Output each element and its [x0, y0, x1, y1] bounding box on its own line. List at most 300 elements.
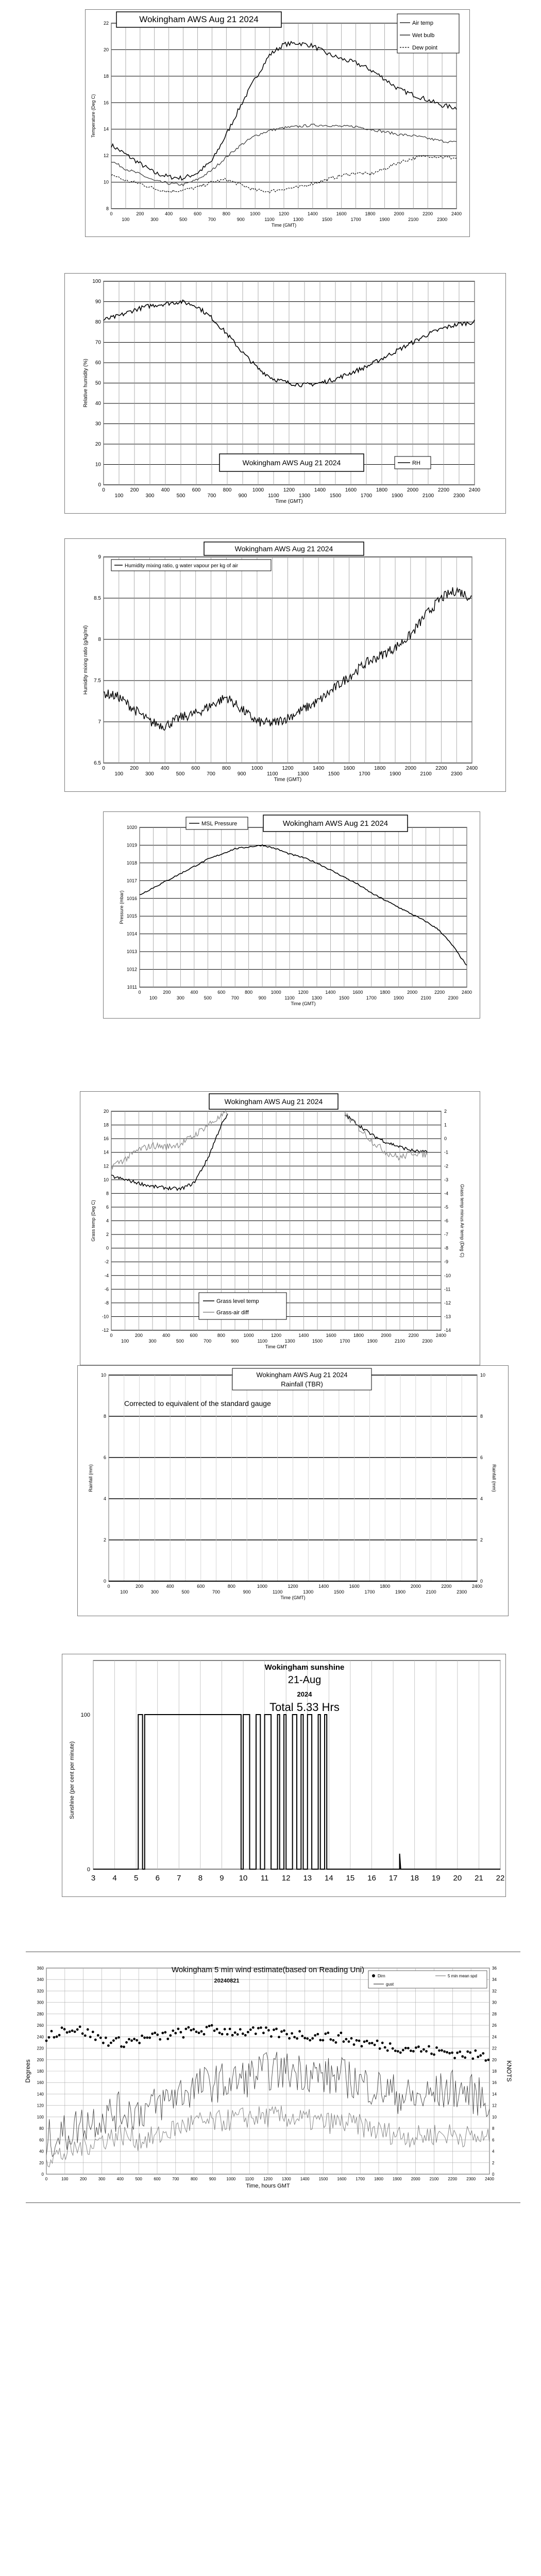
x-tick-label: 1900	[367, 1338, 378, 1344]
dirn-point	[376, 2040, 379, 2042]
y-tick-label: -2	[104, 1259, 109, 1265]
chart-title: Wokingham AWS Aug 21 2024	[234, 545, 333, 553]
x-tick-label: 12	[281, 1874, 291, 1883]
x-tick-label: 600	[190, 1333, 198, 1338]
dirn-point	[435, 2046, 438, 2049]
y-tick-label: 20	[95, 442, 101, 447]
dirn-point	[361, 2045, 363, 2047]
dirn-point	[477, 2056, 479, 2058]
x-tick-label: 5	[133, 1874, 139, 1883]
y-tick-label: 1012	[126, 967, 137, 972]
dirn-point	[484, 2059, 487, 2062]
x-tick-label: 1200	[298, 990, 309, 995]
dirn-point	[89, 2036, 92, 2038]
dirn-point	[296, 2037, 298, 2040]
dirn-point	[136, 2039, 138, 2042]
x-tick-label: 2100	[429, 2177, 439, 2181]
dirn-point	[417, 2045, 420, 2048]
y2-tick-label: 28	[492, 2011, 497, 2016]
dirn-point	[314, 2034, 316, 2037]
x-tick-label: 1100	[245, 2177, 254, 2181]
x-tick-label: 1700	[366, 995, 377, 1001]
x-tick-label: 1900	[389, 771, 401, 777]
dirn-point	[203, 2033, 206, 2036]
dirn-point	[348, 2040, 350, 2043]
chart-panel-mixing-ratio	[64, 538, 506, 792]
x-tick-label: 1900	[395, 1589, 406, 1595]
x-tick-label: 1700	[340, 1338, 350, 1344]
y-axis-label: Temperature (Deg C)	[91, 94, 96, 138]
x-tick-label: 21	[475, 1874, 483, 1883]
y-tick-label: 1013	[126, 949, 137, 955]
x-tick-label: 500	[135, 2177, 142, 2181]
dirn-point	[125, 2041, 128, 2044]
y-tick-label: 240	[37, 2035, 44, 2040]
y-tick-label: 160	[37, 2080, 44, 2086]
dirn-point	[123, 2046, 125, 2048]
x-tick-label: 2400	[461, 990, 472, 995]
dirn-point	[356, 2039, 358, 2042]
y-tick-label: 60	[39, 2138, 44, 2143]
x-tick-label: 1700	[364, 1589, 375, 1595]
x-tick-label: 0	[45, 2177, 48, 2181]
y2-tick-label: 6	[480, 1455, 483, 1460]
dirn-point	[115, 2037, 117, 2040]
y-tick-label: 220	[37, 2046, 44, 2051]
x-tick-label: 1400	[325, 990, 336, 995]
y-tick-label: 7.5	[94, 678, 101, 684]
y2-tick-label: 0	[480, 1579, 483, 1584]
y2-axis-label: KNOTS	[505, 2060, 513, 2082]
x-tick-label: 2400	[466, 766, 478, 771]
y-axis-label: Relative humidity (%)	[83, 359, 89, 408]
dirn-point	[188, 2026, 190, 2029]
y-tick-label: -12	[102, 1328, 109, 1333]
legend-label: Grass level temp	[216, 1298, 259, 1304]
dirn-point	[61, 2026, 63, 2029]
dirn-point	[471, 2057, 474, 2060]
x-tick-label: 4	[112, 1874, 117, 1883]
dirn-point	[285, 2033, 288, 2036]
y-tick-label: 12	[103, 153, 109, 159]
x-tick-label: 2000	[381, 1333, 392, 1338]
dirn-point	[366, 2040, 368, 2042]
dirn-point	[107, 2044, 110, 2047]
y-tick-label: 9	[98, 554, 101, 560]
dirn-point	[324, 2032, 327, 2035]
x-tick-label: 1400	[318, 1584, 329, 1589]
y2-axis-label: Rainfall (mm)	[492, 1464, 497, 1492]
y-tick-label: 12	[103, 1163, 109, 1169]
dirn-point	[120, 2045, 123, 2048]
x-tick-label: 1900	[391, 493, 403, 499]
x-tick-label: 700	[231, 995, 239, 1001]
chart-total: Total 5.33 Hrs	[269, 1701, 340, 1714]
x-tick-label: 1100	[284, 995, 295, 1001]
x-tick-label: 900	[243, 1589, 251, 1595]
dirn-point	[130, 2039, 133, 2042]
y2-tick-label: -5	[444, 1204, 449, 1210]
x-tick-label: 1500	[322, 217, 332, 222]
dirn-point	[374, 2044, 376, 2046]
x-tick-label: 1400	[307, 211, 318, 216]
dirn-point	[306, 2037, 309, 2040]
x-tick-label: 1500	[328, 771, 340, 777]
y-tick-label: 1019	[126, 842, 137, 848]
dirn-point	[216, 2028, 218, 2030]
x-tick-label: 1200	[263, 2177, 273, 2181]
dirn-point	[474, 2049, 477, 2052]
y-tick-label: 180	[37, 2069, 44, 2074]
y-axis-label: Humidity mixing ratio (g/kg/ml)	[83, 625, 89, 695]
y-tick-label: 70	[95, 340, 101, 346]
x-tick-label: 600	[197, 1584, 205, 1589]
y-tick-label: 50	[95, 380, 101, 386]
dirn-point	[226, 2033, 229, 2036]
chart-humidity	[65, 274, 505, 513]
dirn-point	[456, 2052, 459, 2054]
legend-label: MSL Pressure	[201, 821, 238, 827]
x-tick-label: 800	[190, 2177, 198, 2181]
y-tick-label: 1018	[126, 860, 137, 866]
legend-label: Grass-air diff	[216, 1310, 249, 1316]
x-axis-label: Time (GMT)	[275, 499, 303, 504]
y-tick-label: 1017	[126, 878, 137, 884]
x-tick-label: 1500	[339, 995, 349, 1001]
dirn-point	[337, 2034, 340, 2037]
x-tick-label: 2200	[422, 211, 433, 216]
x-tick-label: 900	[231, 1338, 239, 1344]
y-tick-label: 300	[37, 2000, 44, 2005]
x-tick-label: 400	[162, 1333, 171, 1338]
dirn-point	[154, 2031, 156, 2034]
x-tick-label: 1100	[268, 493, 279, 499]
y-tick-label: 18	[103, 73, 109, 79]
x-tick-label: 6	[155, 1874, 160, 1883]
y2-tick-label: 1	[444, 1122, 447, 1128]
x-tick-label: 400	[190, 990, 198, 995]
dirn-point	[141, 2035, 143, 2037]
x-tick-label: 1000	[250, 211, 261, 216]
x-tick-label: 2100	[420, 995, 431, 1001]
dirn-point	[234, 2031, 236, 2034]
x-tick-label: 11	[260, 1874, 269, 1883]
dirn-point	[99, 2037, 102, 2039]
y-tick-label: 140	[37, 2092, 44, 2097]
dirn-point	[94, 2039, 97, 2041]
y2-tick-label: 2	[444, 1109, 447, 1114]
y2-tick-label: 24	[492, 2035, 497, 2040]
dirn-point	[195, 2030, 198, 2033]
x-tick-label: 700	[212, 1589, 221, 1595]
dirn-point	[415, 2046, 417, 2049]
dirn-point	[172, 2029, 174, 2032]
x-tick-label: 1700	[360, 493, 373, 499]
dirn-point	[249, 2028, 252, 2031]
dirn-point	[208, 2025, 211, 2027]
dirn-point	[327, 2031, 329, 2034]
y-tick-label: 8	[106, 206, 109, 211]
y-tick-label: 6.5	[94, 760, 101, 766]
chart-panel-humidity	[64, 273, 506, 514]
y2-tick-label: -14	[444, 1328, 451, 1333]
dirn-point	[303, 2037, 306, 2040]
dirn-point	[112, 2039, 115, 2042]
x-tick-label: 100	[114, 771, 124, 777]
x-tick-label: 900	[238, 493, 247, 499]
x-tick-label: 2300	[422, 1338, 433, 1344]
separator-bottom	[26, 2202, 520, 2203]
dirn-point	[451, 2052, 453, 2054]
chart-title: Wokingham AWS Aug 21 2024	[256, 1371, 348, 1379]
x-tick-label: 2100	[408, 217, 419, 222]
x-tick-label: 1000	[251, 766, 263, 771]
y-tick-label: 8	[103, 1414, 106, 1419]
chart-panel-sunshine	[62, 1654, 506, 1897]
y2-tick-label: 22	[492, 2046, 497, 2051]
x-tick-label: 1600	[326, 1333, 336, 1338]
x-tick-label: 2200	[408, 1333, 419, 1338]
dirn-point	[410, 2049, 412, 2052]
x-tick-label: 800	[217, 1333, 225, 1338]
legend-label: Humidity mixing ratio, g water vapour per kg of air	[125, 563, 239, 569]
x-tick-label: 900	[237, 771, 246, 777]
dirn-point	[206, 2026, 208, 2028]
x-tick-label: 200	[79, 2177, 87, 2181]
y2-tick-label: -1	[444, 1149, 449, 1155]
y-tick-label: 6	[103, 1455, 106, 1460]
x-tick-label: 300	[148, 1338, 157, 1344]
dirn-point	[218, 2031, 221, 2034]
x-tick-label: 1600	[336, 211, 347, 216]
chart-temperature	[86, 10, 469, 236]
dirn-point	[404, 2047, 407, 2049]
dirn-point	[76, 2028, 79, 2031]
x-tick-label: 0	[107, 1584, 110, 1589]
dirn-point	[138, 2042, 141, 2044]
dirn-point	[322, 2039, 324, 2042]
y2-tick-label: 18	[492, 2069, 497, 2074]
x-tick-label: 2400	[485, 2177, 494, 2181]
y-tick-label: 280	[37, 2011, 44, 2016]
x-tick-label: 2000	[407, 990, 418, 995]
dirn-point	[74, 2030, 76, 2033]
dirn-point	[399, 2052, 402, 2054]
dirn-point	[169, 2034, 172, 2037]
dirn-point	[412, 2050, 415, 2053]
x-tick-label: 600	[192, 487, 201, 493]
chart-panel-wind	[23, 1955, 523, 2197]
dirn-point	[190, 2029, 193, 2031]
y2-tick-label: -13	[444, 1314, 451, 1319]
x-tick-label: 500	[179, 217, 188, 222]
dirn-point	[283, 2029, 285, 2032]
x-tick-label: 600	[191, 766, 200, 771]
dirn-point	[379, 2047, 381, 2050]
dirn-point	[363, 2041, 366, 2043]
y2-tick-label: 30	[492, 2000, 497, 2005]
x-tick-label: 800	[227, 1584, 235, 1589]
y2-tick-label: 4	[492, 2149, 495, 2154]
x-tick-label: 1500	[312, 1338, 323, 1344]
legend-label: gust	[386, 1982, 394, 1987]
x-tick-label: 1400	[312, 766, 325, 771]
y-tick-label: 40	[95, 401, 101, 406]
x-tick-label: 16	[367, 1874, 376, 1883]
y2-tick-label: 36	[492, 1966, 497, 1971]
chart-title: Wokingham AWS Aug 21 2024	[282, 819, 388, 828]
y-tick-label: 320	[37, 1989, 44, 1994]
dirn-point	[255, 2032, 257, 2035]
x-tick-label: 400	[166, 1584, 174, 1589]
chart-panel-rainfall	[77, 1365, 509, 1616]
y-tick-label: 1014	[126, 931, 137, 937]
dirn-point	[466, 2050, 469, 2053]
x-tick-label: 1300	[281, 2177, 291, 2181]
x-tick-label: 19	[431, 1874, 441, 1883]
y-tick-label: 0	[41, 2172, 44, 2177]
dirn-point	[262, 2032, 265, 2035]
dirn-point	[87, 2028, 89, 2031]
y-tick-label: 100	[92, 279, 101, 284]
x-tick-label: 2200	[437, 487, 450, 493]
dirn-point	[298, 2030, 301, 2032]
x-tick-label: 1100	[266, 771, 278, 777]
x-tick-label: 1000	[226, 2177, 236, 2181]
dirn-point	[260, 2026, 262, 2029]
x-tick-label: 2100	[420, 771, 432, 777]
dirn-point	[441, 2049, 443, 2052]
y-tick-label: 10	[100, 1372, 106, 1378]
x-tick-label: 700	[204, 1338, 212, 1344]
x-tick-label: 2300	[466, 2177, 476, 2181]
chart-title: Wokingham 5 min wind estimate(based on Reading Uni)	[171, 1965, 365, 1974]
y-tick-label: 4	[106, 1218, 109, 1224]
y-axis-label: Sunshine (per cent per minute)	[69, 1741, 75, 1820]
legend-label: Dew point	[412, 45, 437, 51]
dirn-point	[224, 2028, 226, 2030]
legend-label: Dirn	[378, 1974, 385, 1978]
dirn-point	[231, 2034, 234, 2037]
dirn-point	[443, 2050, 446, 2053]
dirn-point	[402, 2049, 404, 2052]
dirn-point	[288, 2037, 291, 2040]
x-tick-label: 2100	[394, 1338, 405, 1344]
y2-tick-label: -12	[444, 1300, 451, 1306]
x-tick-label: 200	[136, 211, 144, 216]
y-tick-label: 0	[103, 1579, 106, 1584]
dirn-point	[164, 2031, 166, 2033]
y-tick-label: -4	[104, 1273, 109, 1278]
dirn-point	[448, 2052, 451, 2055]
dirn-point	[384, 2046, 386, 2049]
x-tick-label: 300	[176, 995, 184, 1001]
x-tick-label: 600	[217, 990, 226, 995]
x-tick-label: 1700	[359, 771, 370, 777]
y2-tick-label: 2	[492, 2160, 495, 2165]
x-tick-label: 1000	[257, 1584, 267, 1589]
x-tick-label: 2300	[457, 1589, 467, 1595]
x-tick-label: 10	[239, 1874, 248, 1883]
chart-pressure	[104, 812, 480, 1018]
y2-tick-label: 34	[492, 1977, 497, 1982]
x-tick-label: 100	[114, 493, 124, 499]
y-axis-label: Grass temp (Deg C)	[91, 1200, 96, 1242]
dirn-point	[143, 2037, 146, 2039]
y-tick-label: 1015	[126, 913, 137, 919]
x-tick-label: 200	[130, 487, 139, 493]
legend-label: Air temp	[412, 20, 433, 26]
dirn-point	[58, 2034, 61, 2037]
x-tick-label: 600	[154, 2177, 161, 2181]
y2-tick-label: -11	[444, 1286, 451, 1292]
dirn-point	[128, 2038, 130, 2041]
dirn-point	[97, 2034, 99, 2037]
dirn-point	[213, 2029, 216, 2032]
x-axis-label: Time GMT	[265, 1344, 288, 1349]
dirn-point	[117, 2036, 120, 2039]
x-tick-label: 17	[388, 1874, 398, 1883]
dirn-point	[257, 2027, 260, 2029]
chart-title: Wokingham sunshine	[264, 1663, 345, 1672]
x-tick-label: 3	[91, 1874, 96, 1883]
y2-tick-label: -9	[444, 1259, 449, 1265]
x-tick-label: 1600	[343, 766, 355, 771]
y-tick-label: 90	[95, 299, 101, 305]
dirn-point	[48, 2036, 50, 2039]
dirn-point	[394, 2049, 397, 2052]
y-tick-label: 1020	[126, 825, 137, 830]
x-tick-label: 800	[222, 766, 231, 771]
y2-tick-label: -7	[444, 1232, 449, 1238]
dirn-point	[438, 2049, 441, 2052]
y2-tick-label: 20	[492, 2057, 497, 2062]
x-tick-label: 1400	[300, 2177, 310, 2181]
dirn-point	[81, 2032, 84, 2035]
legend-label: 5 min mean spd	[448, 1974, 477, 1978]
x-tick-label: 500	[176, 1338, 184, 1344]
dirn-point	[446, 2051, 448, 2054]
y-tick-label: -8	[104, 1300, 109, 1306]
dirn-point	[430, 2053, 433, 2055]
x-tick-label: 2400	[435, 1333, 447, 1338]
x-tick-label: 300	[150, 217, 159, 222]
x-tick-label: 2100	[426, 1589, 436, 1595]
y2-tick-label: 8	[492, 2126, 495, 2131]
y-tick-label: 360	[37, 1966, 44, 1971]
dirn-point	[252, 2026, 255, 2029]
dirn-point	[278, 2036, 280, 2039]
x-tick-label: 200	[134, 1333, 143, 1338]
x-tick-label: 1800	[376, 487, 388, 493]
y-tick-label: 80	[95, 319, 101, 325]
dirn-point	[71, 2029, 74, 2032]
x-tick-label: 2200	[434, 990, 445, 995]
dirn-point	[428, 2045, 430, 2048]
x-tick-label: 1300	[298, 493, 311, 499]
y2-tick-label: 12	[492, 2103, 497, 2108]
x-axis-label: Time (GMT)	[271, 223, 297, 228]
y2-tick-label: 32	[492, 1989, 497, 1994]
x-tick-label: 400	[116, 2177, 124, 2181]
x-tick-label: 1200	[270, 1333, 282, 1338]
dirn-point	[198, 2031, 200, 2034]
y-tick-label: 200	[37, 2057, 44, 2062]
dirn-point	[371, 2042, 374, 2044]
x-tick-label: 1200	[282, 766, 294, 771]
x-tick-label: 1200	[283, 487, 295, 493]
dirn-point	[185, 2028, 188, 2030]
